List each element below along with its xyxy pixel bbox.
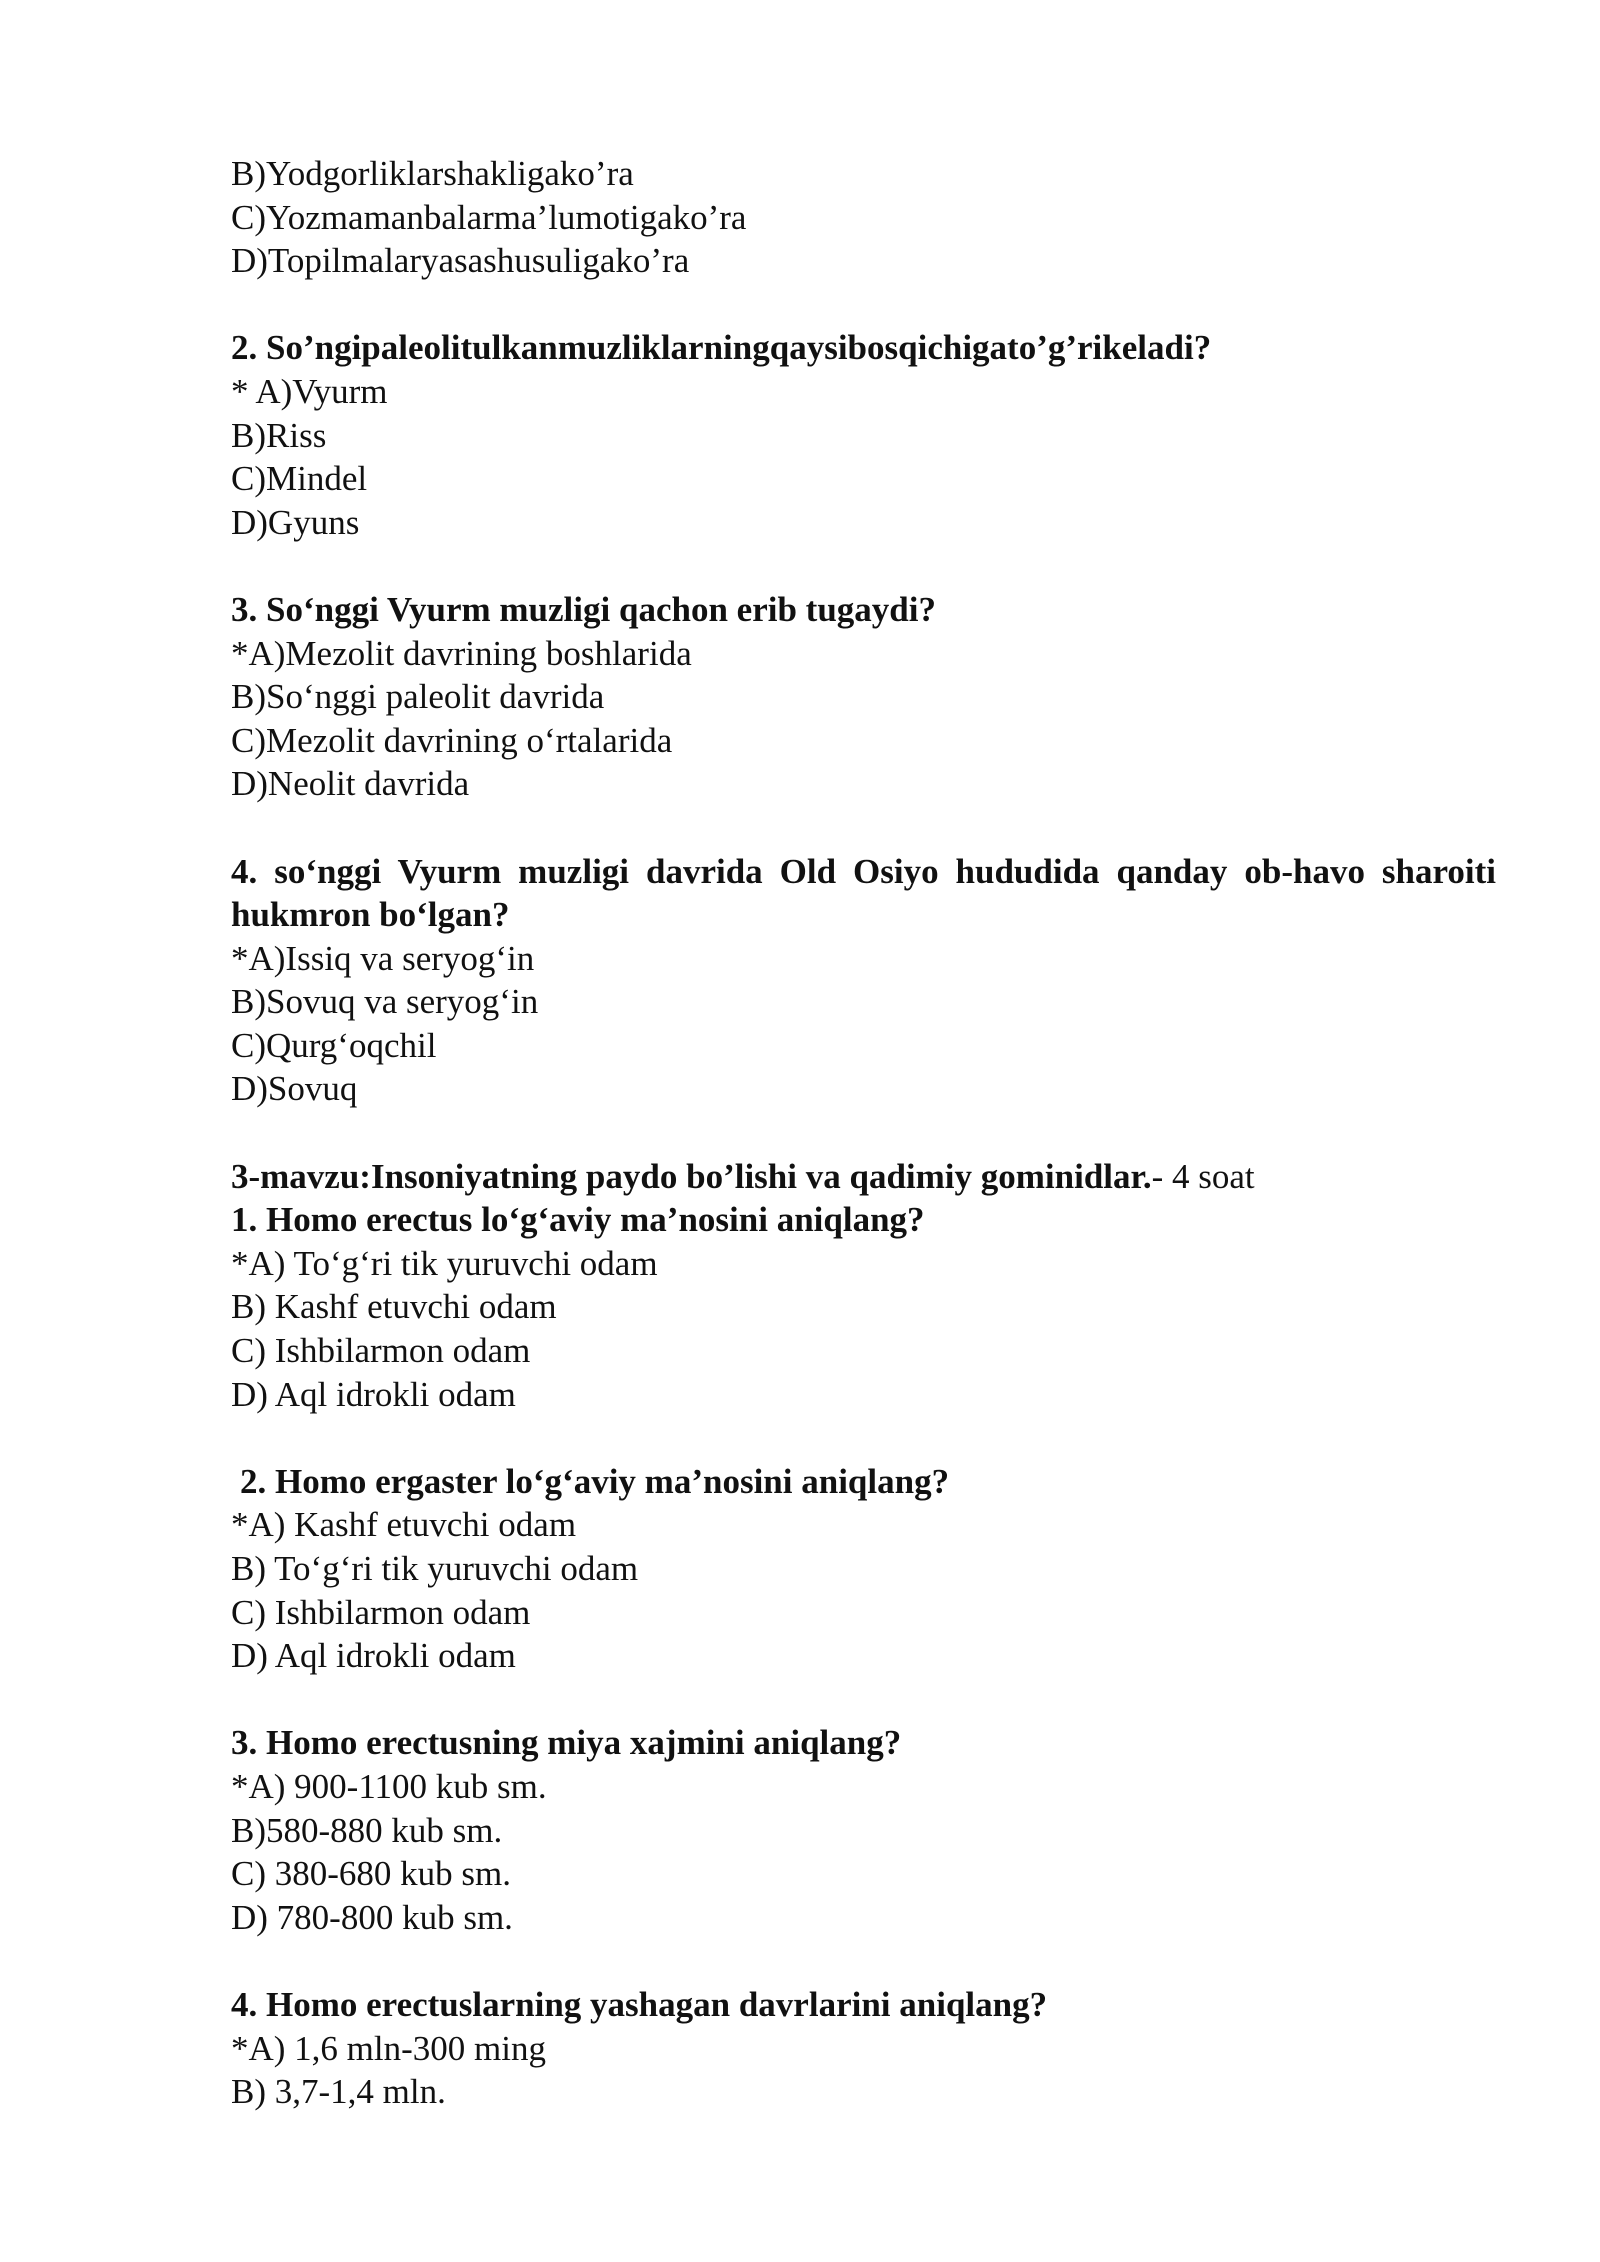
spacer (231, 283, 1496, 327)
question-text: 1. Homo erectus lo‘g‘aviy ma’nosini aniqlang? (231, 1200, 925, 1240)
answer-option: B) To‘g‘ri tik yuruvchi odam (231, 1549, 639, 1588)
answer-option: B)580-880 kub sm. (231, 1810, 503, 1850)
answer-option: *A) Kashf etuvchi odam (231, 1505, 577, 1545)
answer-option: *A) 900-1100 kub sm. (231, 1766, 547, 1806)
answer-option: B)Sovuq va seryog‘in (231, 982, 539, 1022)
answer-option: C)Mindel (231, 459, 368, 499)
document-page (231, 152, 1496, 2114)
question-text: 3. Homo erectusning miya xajmini aniqlang? (231, 1723, 902, 1763)
question-block (231, 1721, 1496, 1939)
answer-option: D) Aql idrokli odam (231, 1636, 516, 1676)
spacer (231, 1416, 1496, 1460)
spacer (231, 1939, 1496, 1983)
question-block (231, 588, 1496, 806)
spacer (231, 544, 1496, 588)
topic-heading (231, 1155, 1496, 1199)
question-block (231, 152, 1496, 283)
answer-option: *A) 1,6 mln-300 ming (231, 2028, 546, 2068)
spacer (231, 1111, 1496, 1155)
answer-option: C)Yozmamanbalarma’lumotigako’ra (231, 197, 747, 237)
answer-option: B)Riss (231, 415, 327, 455)
topic-hours: - 4 soat (1151, 1156, 1255, 1196)
question-block (231, 850, 1496, 1112)
spacer (231, 806, 1496, 850)
question-text: 2. Homo ergaster lo‘g‘aviy ma’nosini aniqlang? (240, 1461, 950, 1501)
answer-option: B)So‘nggi paleolit davrida (231, 677, 605, 717)
question-block (231, 326, 1496, 544)
answer-option: *A) To‘g‘ri tik yuruvchi odam (231, 1243, 658, 1283)
topic-title: 3-mavzu:Insoniyatning paydo bo’lishi va qadimiy gominidlar. (231, 1156, 1152, 1196)
question-block (231, 1155, 1496, 1417)
answer-option: D)Gyuns (231, 502, 360, 542)
question-text: 4. Homo erectuslarning yashagan davrlarini aniqlang? (231, 1984, 1048, 2024)
answer-option: D)Sovuq (231, 1069, 358, 1109)
question-text: 2. So’ngipaleolitulkanmuzliklarningqaysibosqichigato’g’rikeladi? (231, 328, 1212, 368)
answer-option: D)Neolit davrida (231, 764, 470, 804)
answer-option: C) Ishbilarmon odam (231, 1331, 531, 1371)
answer-option: *A)Issiq va seryog‘in (231, 938, 535, 978)
answer-option: B) 3,7-1,4 mln. (231, 2072, 446, 2112)
answer-option: * A)Vyurm (231, 371, 388, 411)
answer-option: *A)Mezolit davrining boshlarida (231, 633, 692, 673)
answer-option: B) Kashf etuvchi odam (231, 1287, 557, 1327)
answer-option: C) 380-680 kub sm. (231, 1854, 511, 1894)
spacer (231, 1678, 1496, 1722)
answer-option: B)Yodgorliklarshakligako’ra (231, 154, 634, 193)
question-text: 4. so‘nggi Vyurm muzligi davrida Old Osiyo hududida qanday ob-havo sharoiti hukmron bo‘lgan? (231, 851, 1496, 935)
answer-option: D) 780-800 kub sm. (231, 1897, 513, 1937)
answer-option: D)Topilmalaryasashusuligako’ra (231, 241, 690, 281)
question-text: 3. So‘nggi Vyurm muzligi qachon erib tugaydi? (231, 589, 936, 629)
answer-option: C)Mezolit davrining o‘rtalarida (231, 720, 673, 760)
question-block (231, 1460, 1496, 1678)
question-block (231, 1983, 1496, 2114)
answer-option: C)Qurg‘oqchil (231, 1025, 437, 1065)
answer-option: C) Ishbilarmon odam (231, 1592, 531, 1632)
answer-option: D) Aql idrokli odam (231, 1374, 516, 1414)
